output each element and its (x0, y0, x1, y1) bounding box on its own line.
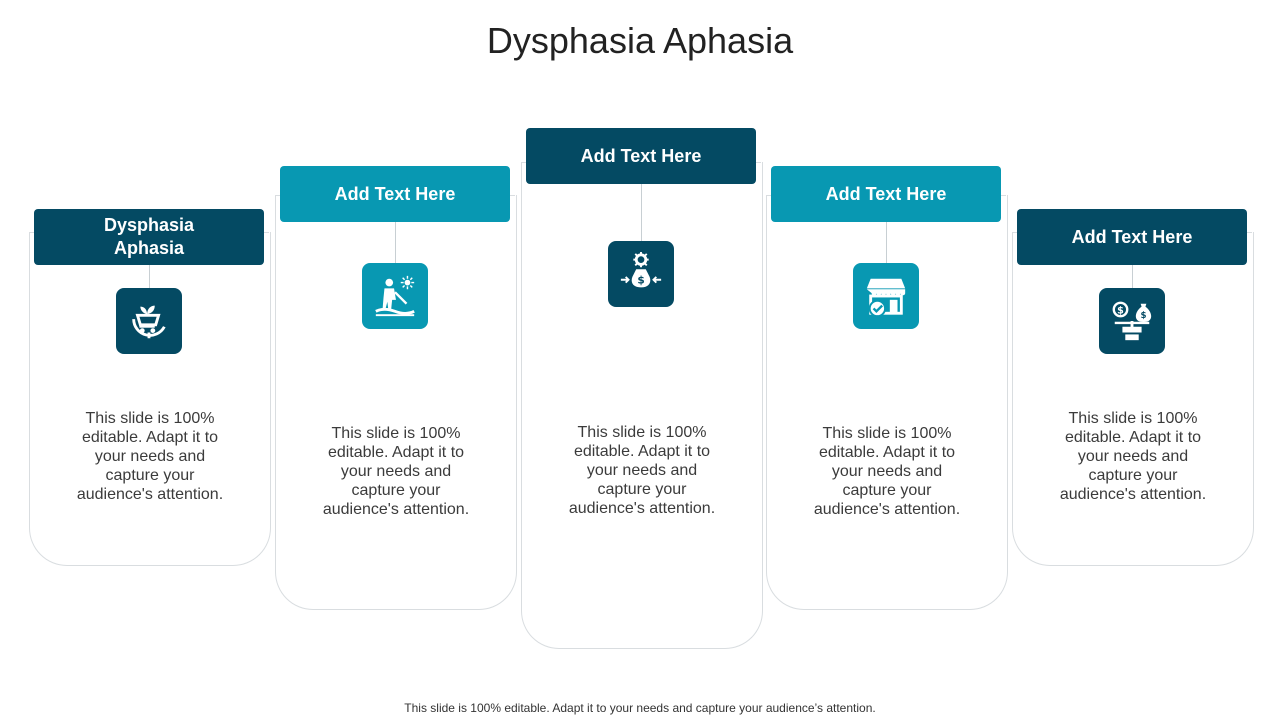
svg-text:$: $ (1140, 311, 1147, 322)
column-text-5: This slide is 100% editable. Adapt it to your needs and capture your audience's attention. (1059, 410, 1207, 503)
farmer-icon (362, 263, 428, 329)
column-text-3: This slide is 100% editable. Adapt it to your needs and capture your audience's attention. (568, 424, 716, 517)
card-5 (1012, 232, 1254, 566)
svg-text:$: $ (637, 274, 645, 287)
column-header-1 (34, 209, 264, 265)
store-check-icon (853, 263, 919, 329)
footer-note: This slide is 100% editable. Adapt it to your needs and capture your audience’s attention. (404, 701, 876, 715)
column-text-2: This slide is 100% editable. Adapt it to your needs and capture your audience's attention. (322, 425, 470, 518)
card-3 (521, 162, 763, 649)
svg-text:$: $ (1117, 305, 1124, 317)
column-header-4 (771, 166, 1001, 222)
slide-title: Dysphasia Aphasia (486, 20, 794, 61)
card-1 (29, 232, 271, 566)
column-header-3-label: Add Text Here (580, 145, 702, 166)
column-text-4: This slide is 100% editable. Adapt it to your needs and capture your audience's attention. (813, 425, 961, 518)
column-header-2-label: Add Text Here (334, 183, 456, 204)
column-header-5-label: Add Text Here (1071, 226, 1193, 247)
column-header-3 (526, 128, 756, 184)
column-header-4-label: Add Text Here (825, 183, 947, 204)
column-header-2 (280, 166, 510, 222)
money-scale-icon (1099, 288, 1165, 354)
column-header-5 (1017, 209, 1247, 265)
column-header-1-label: Dysphasia Aphasia (103, 215, 195, 258)
plant-cart-icon (116, 288, 182, 354)
card-4 (766, 195, 1008, 610)
money-bag-gear-icon (608, 241, 674, 307)
column-text-1: This slide is 100% editable. Adapt it to your needs and capture your audience's attention. (76, 410, 224, 503)
card-2 (275, 195, 517, 610)
